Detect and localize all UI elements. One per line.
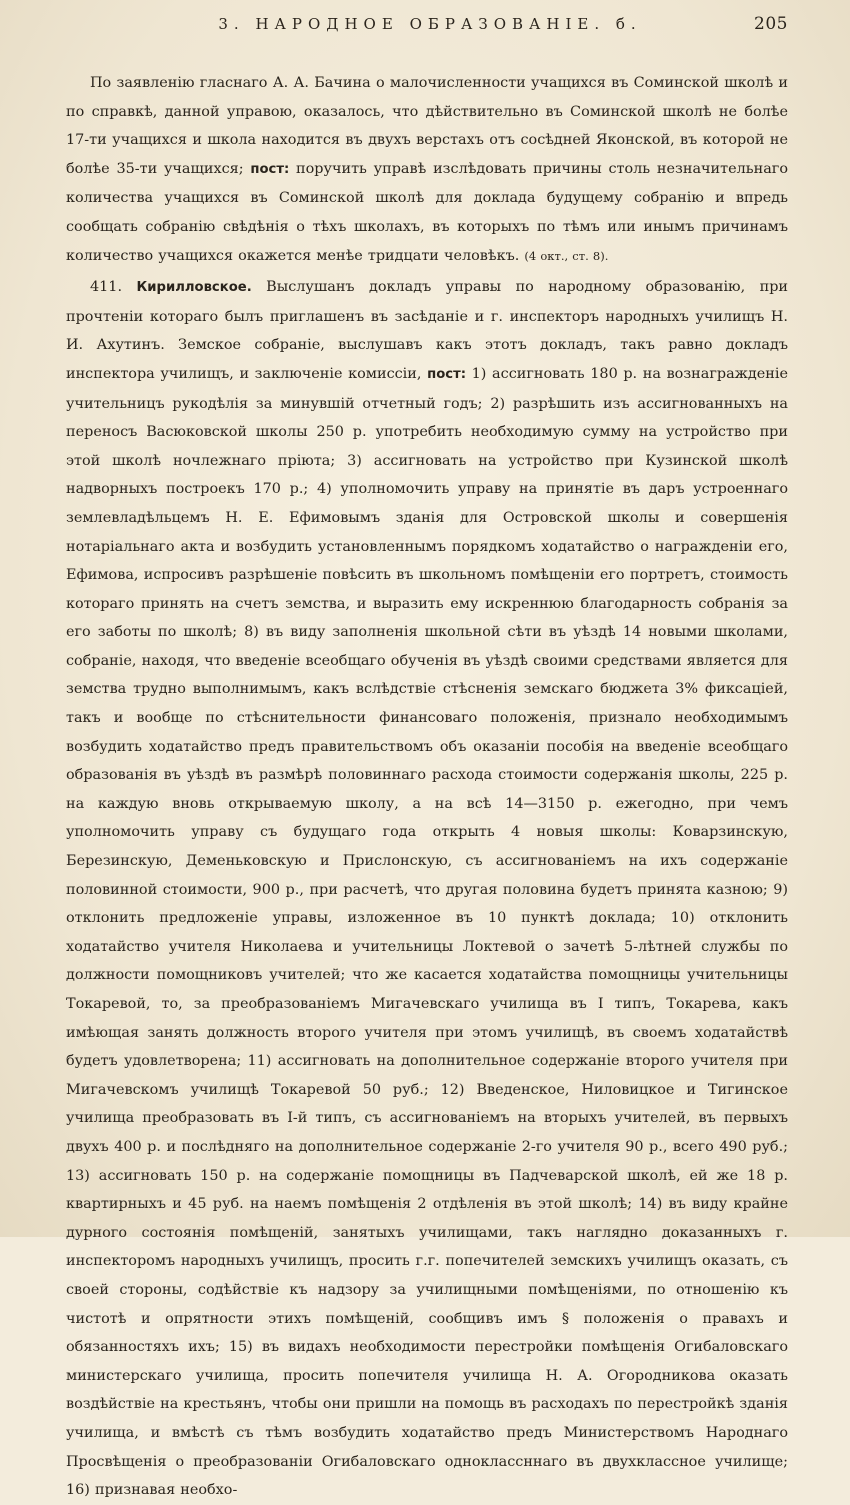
section-title: 3. НАРОДНОЕ ОБРАЗОВАНІЕ. б. [218, 15, 642, 33]
session-reference: (4 окт., ст. 8). [524, 248, 609, 263]
paragraph-intro: Выслушанъ докладъ управы по народному образованію, при прочтеніи котораго былъ приглашенъ въ засѣданіе и г. инспекторъ народныхъ училищъ Н. И. Ахутинъ. Земское собраніе, выслушавъ какъ этотъ докладъ, такъ равно докладъ инспектора училищъ, и заключеніе комиссіи, [66, 279, 788, 382]
resolution-text: поручить управѣ изслѣдовать причины столь незначительнаго количества учащихся въ Соминской школѣ для доклада будущему собранію и впредь сообщать собранію свѣдѣнія о тѣхъ школахъ, въ которыхъ по тѣмъ или инымъ причинамъ количество учащихся окажется менѣе тридцати человѣкъ. [66, 160, 788, 264]
district-name: Кирилловское. [136, 280, 252, 296]
paragraph-kirillov-resolution [66, 273, 788, 1505]
paragraph-body: По заявленію гласнаго А. А. Бачина о малочисленности учащихся въ Соминской школѣ и по справкѣ, данной управою, оказалось, что дѣйствительно въ Соминской школѣ не болѣе 17-ти учащихся и школа находится въ двухъ верстахъ отъ сосѣдней Яконской, въ которой не болѣе 35-ти учащихся; [66, 75, 788, 177]
item-number: 411. [90, 279, 123, 296]
paragraph-somino-school [66, 69, 788, 270]
resolution-label: пост: [250, 161, 290, 177]
running-header [66, 14, 788, 46]
page-number: 205 [754, 14, 788, 34]
resolution-label: пост: [427, 366, 467, 382]
resolution-text: 1) ассигновать 180 р. на вознагражденіе учительницъ рукодѣлія за минувшій отчетный годъ; 2) разрѣшить изъ ассигнованныхъ на переносъ Васюковской школы 250 р. употребить необходимую сумму на устройство при этой школѣ ночлежнаго пріюта; 3) ассигновать на устройство при Кузинской школѣ надворныхъ построекъ 170 р.; 4) уполномочить управу на принятіе въ даръ устроеннаго землевладѣльцемъ Н. Е. Ефимовымъ зданія для Островской школы и совершенія нотаріальнаго акта и возбудить установленнымъ порядкомъ ходатайство о награжденіи его, Ефимова, испросивъ разрѣшеніе повѣсить въ школьномъ помѣщеніи его портретъ, стоимость котораго принять на счетъ земства, и выразить ему искреннюю благодарность собранія за его заботы по школѣ; 8) въ виду заполненія школьной сѣти въ уѣздѣ 14 новыми школами, собраніе, находя, что введеніе всеобщаго обученія въ уѣздѣ своими средствами является для земства трудно выполнимымъ, какъ вслѣдствіе стѣсненія земскаго бюджета 3% фиксаціей, такъ и вообще по стѣснительности финансоваго положенія, признало необходимымъ возбудить ходатайство предъ правительствомъ объ оказаніи пособія на введеніе всеобщаго образованія въ уѣздѣ въ размѣрѣ половиннаго расхода стоимости содержанія школы, 225 р. на каждую вновь открываемую школу, а на всѣ 14—3150 р. ежегодно, при чемъ уполномочить управу съ будущаго года открыть 4 новыя школы: Коварзинскую, Березинскую, Деменьковскую и Прислонскую, съ ассигнованіемъ на ихъ содержаніе половинной стоимости, 900 р., при расчетѣ, что другая половина будетъ принята казною; 9) отклонить предложеніе управы, изложенное въ 10 пунктѣ доклада; 10) отклонить ходатайство учителя Николаева и учительницы Локтевой о зачетѣ 5-лѣтней службы по должности помощниковъ учителей; что же касается ходатайства помощницы учительницы Токаревой, то, за преобразованіемъ Мигачевскаго училища въ I типъ, Токарева, какъ имѣющая занять должность второго учителя при этомъ училищѣ, въ своемъ ходатайствѣ будетъ удовлетворена; 11) ассигновать на дополнительное содержаніе второго учителя при Мигачевскомъ училищѣ Токаревой 50 руб.; 12) Введенское, Ниловицкое и Тигинское училища преобразовать въ I-й типъ, съ ассигнованіемъ на вторыхъ учителей, въ первыхъ двухъ 400 р. и послѣдняго на дополнительное содержаніе 2-го учителя 90 р., всего 490 руб.; 13) ассигновать 150 р. на содержаніе помощницы въ Падчеварской школѣ, ей же 18 р. квартирныхъ и 45 руб. на наемъ помѣщенія 2 отдѣленія въ этой школѣ; 14) въ виду крайне дурного состоянія помѣщеній, занятыхъ училищами, такъ наглядно доказанныхъ г. инспекторомъ народныхъ училищъ, просить г.г. попечителей земскихъ училищъ оказать, съ своей стороны, содѣйствіе къ надзору за училищными помѣщеніями, по отношенію къ чистотѣ и опрятности этихъ помѣщеній, сообщивъ имъ § положенія о правахъ и обязанностяхъ ихъ; 15) въ видахъ необходимости перестройки помѣщенія Огибаловскаго министерскаго училища, просить попечителя училища Н. А. Огородникова оказать воздѣйствіе на крестьянъ, чтобы они пришли на помощь въ расходахъ по перестройкѣ зданія училища, и вмѣстѣ съ тѣмъ возбудить ходатайство предъ Министерствомъ Народнаго Просвѣщенія о преобразованіи Огибаловскаго одноклассннаго въ двухклассное училище; 16) признавая необхо- [66, 365, 789, 1499]
